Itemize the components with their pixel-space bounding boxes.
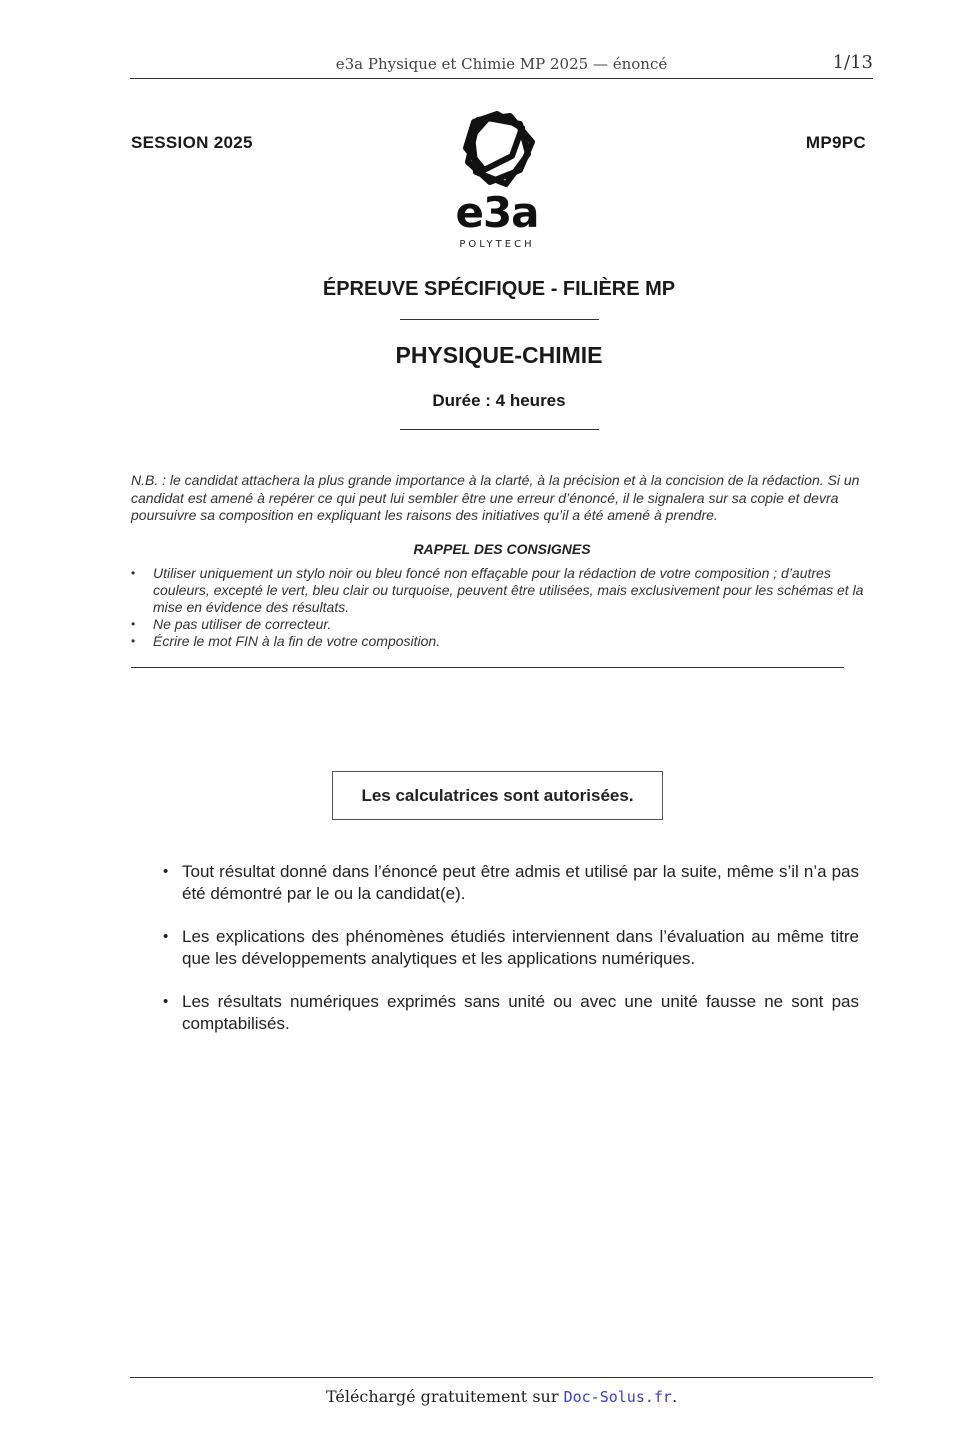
list-item: • Utiliser uniquement un stylo noir ou bleu foncé non effaçable pour la rédaction de votre composition ; d’autres couleurs, excepté le vert, bleu clair ou turquoise, peuvent être utilisées, mais exclusivement pour les schémas et la mise en évidence des résultats. [131,565,876,616]
doc-solus-link[interactable]: Doc-Solus.fr [563,1388,672,1406]
duration: Durée : 4 heures [432,391,566,410]
footer [0,1387,980,1406]
divider [131,667,844,668]
list-item: • Tout résultat donné dans l’énoncé peut être admis et utilisé par la suite, même s’il n’a pas été démontré par le ou la candidat(e). [163,861,859,905]
list-item: • Les résultats numériques exprimés sans unité ou avec une unité fausse ne sont pas comptabilisés. [163,991,859,1035]
logo-subtitle: POLYTECH [459,239,535,250]
footer-prefix: Téléchargé gratuitement sur [325,1387,559,1406]
footer-divider [130,1377,873,1378]
divider [400,319,599,320]
e3a-logo [445,110,549,256]
exam-code: MP9PC [805,133,866,152]
list-item: • Les explications des phénomènes étudiés interviennent dans l’évaluation au même titre que les développements analytiques et les applications numériques. [163,926,859,970]
divider [400,429,599,430]
nb-paragraph: N.B. : le candidat attachera la plus grande importance à la clarté, à la précision et à la concision de la rédaction. Si un candidat est amené à repérer ce qui peut lui sembler être une erreur d’énoncé, il le signalera sur sa copie et devra poursuivre sa composition en expliquant les raisons des initiatives qu’il a été amené à prendre. [131,472,860,523]
rappel-heading: RAPPEL DES CONSIGNES [413,541,591,557]
footer-suffix: . [671,1387,678,1406]
e3a-logo-mark-icon [454,110,540,190]
page-number: 1/13 [832,52,873,73]
subject-title: PHYSIQUE-CHIMIE [395,342,603,368]
epreuve-title: ÉPREUVE SPÉCIFIQUE - FILIÈRE MP [322,278,676,300]
consignes-list [131,565,876,650]
list-item: • Ne pas utiliser de correcteur. [131,616,876,633]
running-title: e3a Physique et Chimie MP 2025 — énoncé [335,55,668,73]
logo-wordmark: e3a [455,188,539,237]
rules-list [163,861,859,1056]
session-label: SESSION 2025 [131,133,253,152]
calculator-notice: Les calculatrices sont autorisées. [332,771,663,820]
running-header [130,52,873,79]
list-item: • Écrire le mot FIN à la fin de votre composition. [131,633,876,650]
